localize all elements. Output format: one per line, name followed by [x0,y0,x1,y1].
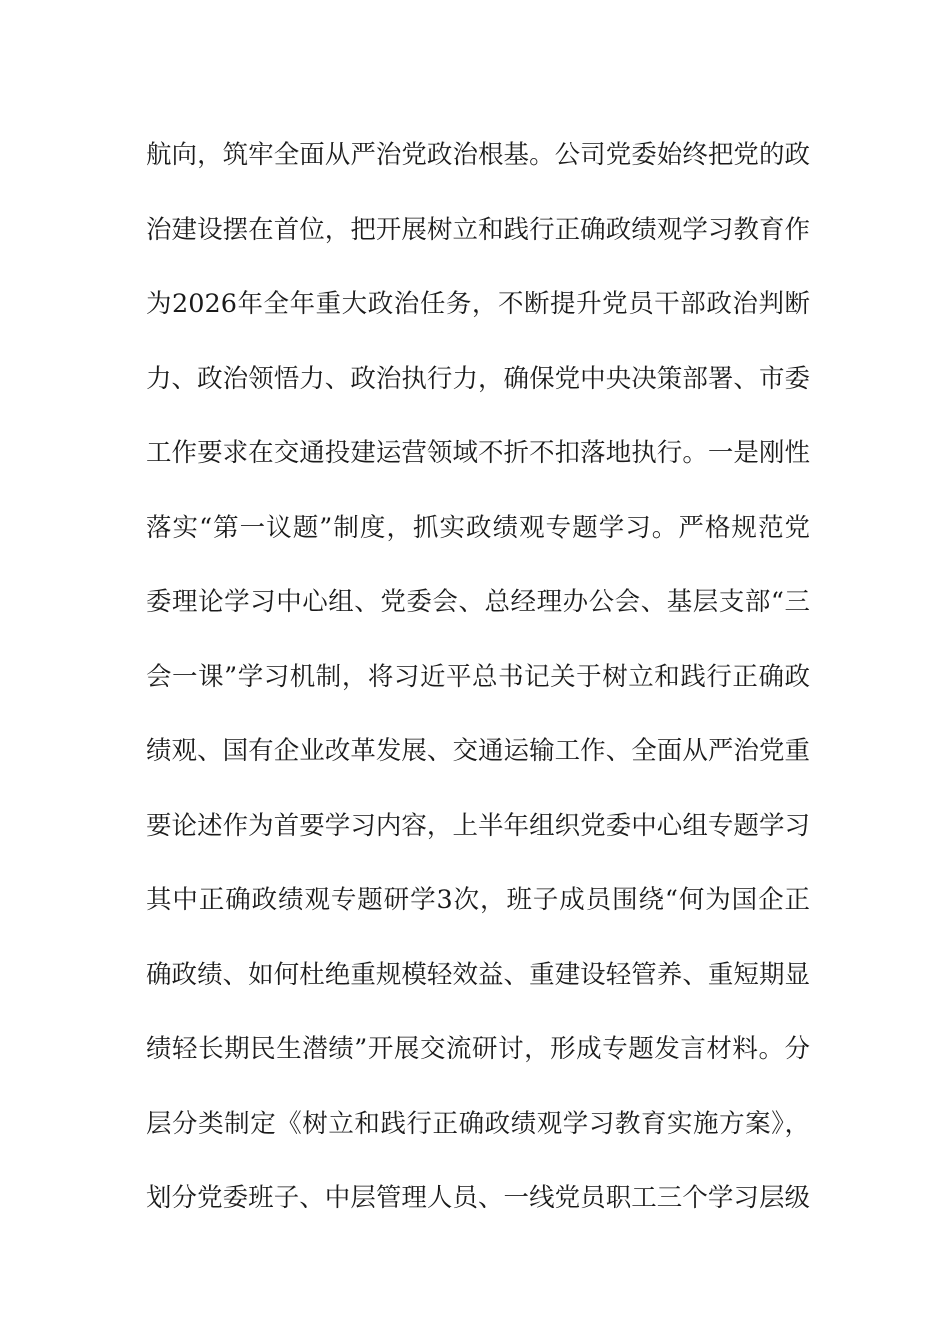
text-line: 为2026年全年重大政治任务，不断提升党员干部政治判断 [146,289,810,319]
text-line: 工作要求在交通投建运营领域不折不扣落地执行。一是刚性 [146,438,810,468]
text-line: 绩观、国有企业改革发展、交通运输工作、全面从严治党重 [146,736,810,766]
text-line: 落实“第一议题”制度，抓实政绩观专题学习。严格规范党 [146,512,810,543]
text-line: 力、政治领悟力、政治执行力，确保党中央决策部署、市委 [146,363,810,394]
text-line: 要论述作为首要学习内容，上半年组织党委中心组专题学习 [146,810,810,841]
text-line: 确政绩、如何杜绝重规模轻效益、重建设轻管养、重短期显 [146,959,810,990]
text-line: 航向，筑牢全面从严治党政治根基。公司党委始终把党的政 [146,140,810,170]
text-line: 划分党委班子、中层管理人员、一线党员职工三个学习层级 [146,1183,810,1213]
text-line: 治建设摆在首位，把开展树立和践行正确政绩观学习教育作 [146,214,810,245]
text-line: 层分类制定《树立和践行正确政绩观学习教育实施方案》， [146,1108,810,1139]
text-line: 委理论学习中心组、党委会、总经理办公会、基层支部“三 [146,587,810,617]
text-line: 其中正确政绩观专题研学3次，班子成员围绕“何为国企正 [146,885,810,915]
body-paragraph [146,133,810,1251]
text-line: 绩轻长期民生潜绩”开展交流研讨，形成专题发言材料。分 [146,1034,810,1064]
text-line: 会一课”学习机制，将习近平总书记关于树立和践行正确政 [146,661,810,692]
